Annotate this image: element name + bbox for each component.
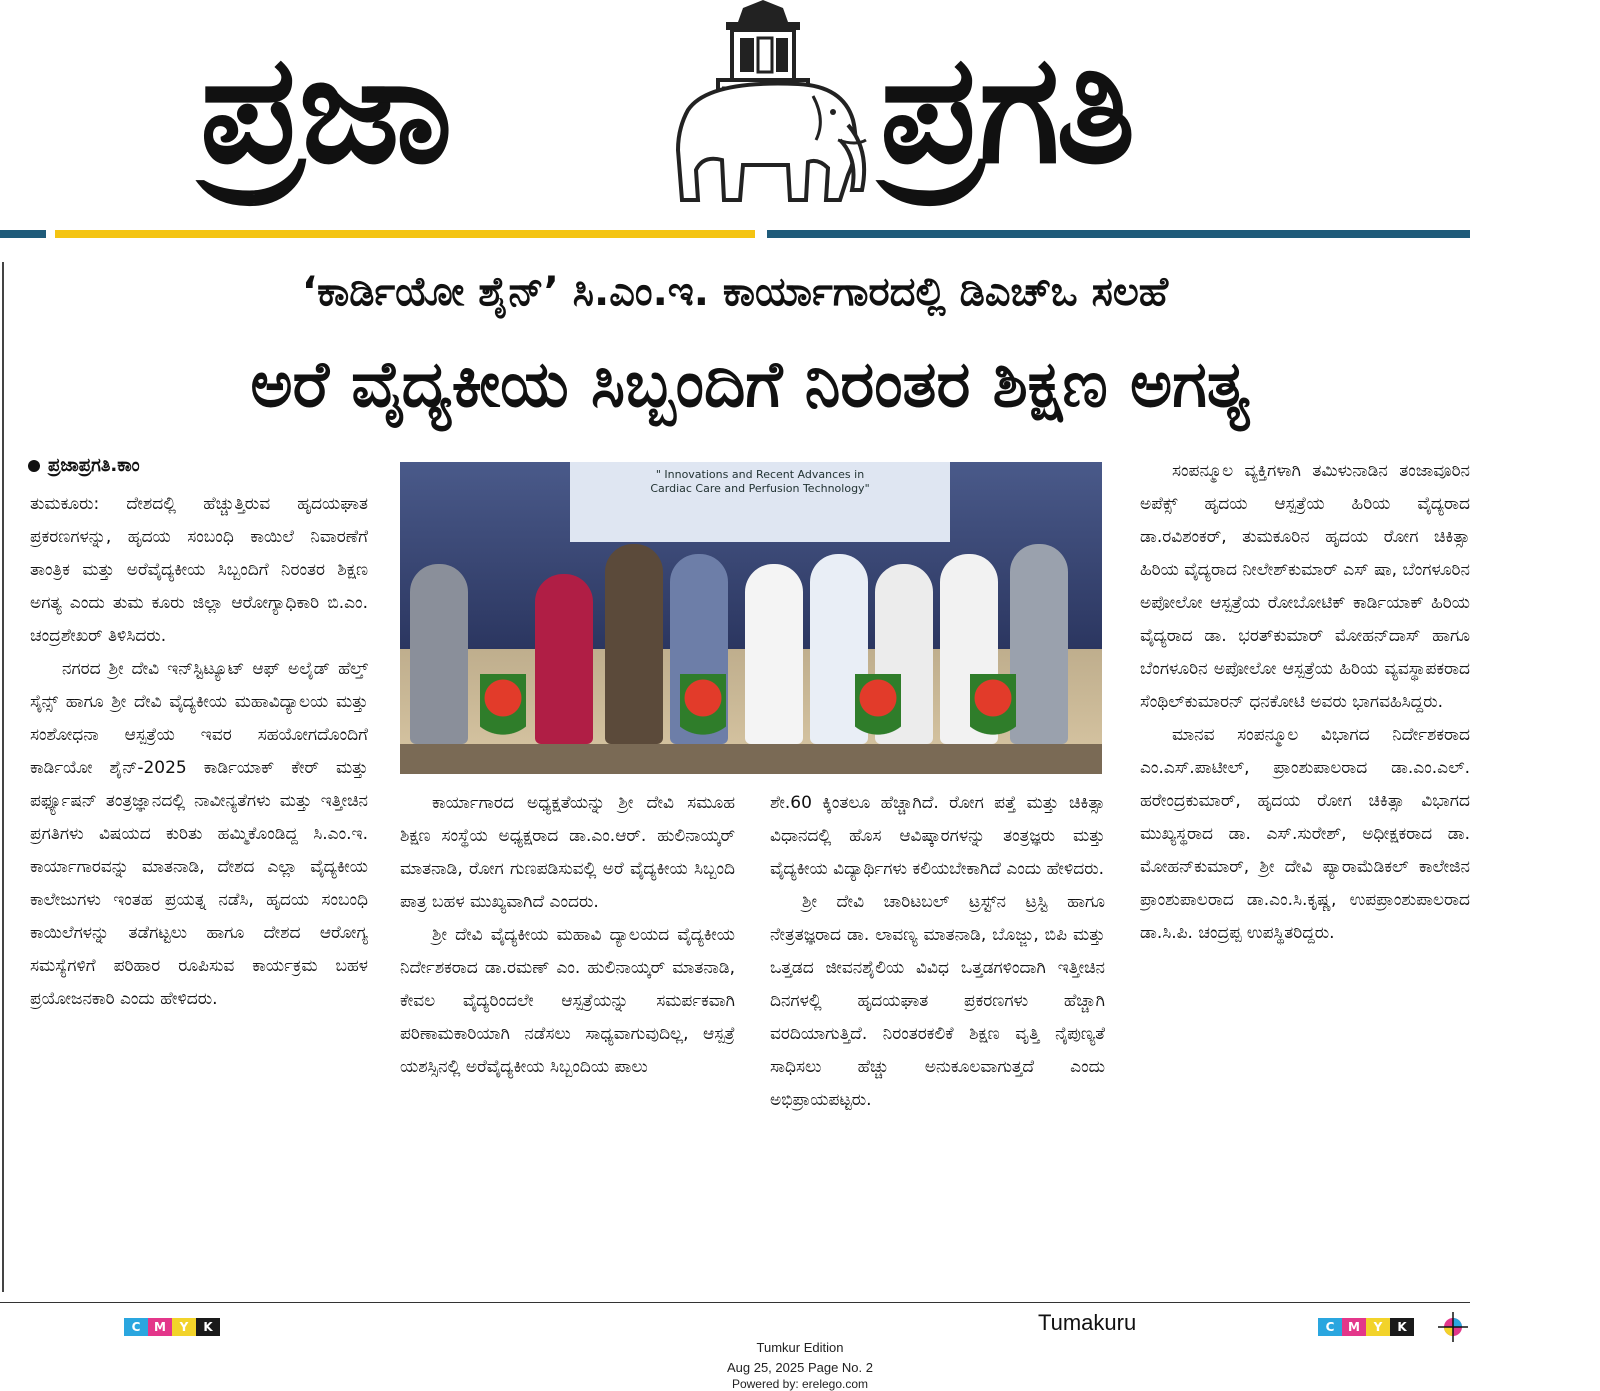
edition-date-page: Aug 25, 2025 Page No. 2 (726, 1360, 873, 1375)
cmyk-c: C (1318, 1318, 1342, 1336)
article-column-1 (30, 488, 368, 1278)
article-column-2 (400, 787, 735, 1277)
cmyk-k: K (1390, 1318, 1414, 1336)
paragraph: ನಗರದ ಶ್ರೀ ದೇವಿ ಇನ್‌ಸ್ಟಿಟ್ಯೂಟ್ ಆಫ್ ಅಲೈಡ್ ಹೆಲ್ತ್ ಸೈನ್ಸ್ ಹಾಗೂ ಶ್ರೀ ದೇವಿ ವೈದ್ಯಕೀಯ ಮಹಾವಿದ್ಯಾಲಯ ಮತ್ತು ಸಂಶೋಧನಾ ಆಸ್ಪತ್ರೆಯ ಇವರ ಸಹಯೋಗದೊಂದಿಗೆ ಕಾರ್ಡಿಯೋ ಶೈನ್-2025 ಕಾರ್ಡಿಯಾಕ್ ಕೇರ್ ಮತ್ತು ಪರ್ಫ್ಯೂಷನ್ ತಂತ್ರಜ್ಞಾನದಲ್ಲಿ ನಾವೀನ್ಯತೆಗಳು ಮತ್ತು ಇತ್ತೀಚಿನ ಪ್ರಗತಿಗಳು ವಿಷಯದ ಕುರಿತು ಹಮ್ಮಿಕೊಂಡಿದ್ದ ಸಿ.ಎಂ.ಇ. ಕಾರ್ಯಾಗಾರವನ್ನು ಮಾತನಾಡಿ, ದೇಶದ ಎಲ್ಲಾ ವೈದ್ಯಕೀಯ ಕಾಲೇಜುಗಳು ಇಂತಹ ಪ್ರಯತ್ನ ನಡೆಸಿ, ಹೃದಯ ಸಂಬಂಧಿ ಕಾಯಿಲೆಗಳನ್ನು ತಡೆಗಟ್ಟಲು ಹಾಗೂ ದೇಶದ ಆರೋಗ್ಯ ಸಮಸ್ಯೆಗಳಿಗೆ ಪರಿಹಾರ ರೂಪಿಸುವ ಕಾರ್ಯಕ್ರಮ ಬಹಳ ಪ್ರಯೋಜನಕಾರಿ ಎಂದು ಹೇಳಿದರು. (30, 659, 368, 1009)
event-photo (400, 462, 1102, 774)
registration-mark-icon (1438, 1312, 1468, 1342)
article-column-3 (770, 787, 1105, 1277)
paragraph: ಶ್ರೀ ದೇವಿ ವೈದ್ಯಕೀಯ ಮಹಾವಿ ದ್ಯಾಲಯದ ವೈದ್ಯಕೀಯ ನಿರ್ದೇಶಕರಾದ ಡಾ.ರಮಣ್ ಎಂ. ಹುಲಿನಾಯ್ಕರ್ ಮಾತನಾಡಿ, ಕೇವಲ ವೈದ್ಯರಿಂದಲೇ ಆಸ್ಪತ್ರೆಯನ್ನು ಸಮರ್ಪಕವಾಗಿ ಪರಿಣಾಮಕಾರಿಯಾಗಿ ನಡೆಸಲು ಸಾಧ್ಯವಾಗುವುದಿಲ್ಲ, ಆಸ್ಪತ್ರೆ ಯಶಸ್ಸಿನಲ್ಲಿ ಅರೆವೈದ್ಯಕೀಯ ಸಿಬ್ಬಂದಿಯ ಪಾಲು (400, 925, 735, 1077)
paragraph: ಕಾರ್ಯಾಗಾರದ ಅಧ್ಯಕ್ಷತೆಯನ್ನು ಶ್ರೀ ದೇವಿ ಸಮೂಹ ಶಿಕ್ಷಣ ಸಂಸ್ಥೆಯ ಅಧ್ಯಕ್ಷರಾದ ಡಾ.ಎಂ.ಆರ್. ಹುಲಿನಾಯ್ಕರ್ ಮಾತನಾಡಿ, ರೋಗ ಗುಣಪಡಿಸುವಲ್ಲಿ ಅರೆ ವೈದ್ಯಕೀಯ ಸಿಬ್ಬಂದಿ ಪಾತ್ರ ಬಹಳ ಮುಖ್ಯವಾಗಿದೆ ಎಂದರು. (400, 793, 735, 912)
photo-flowers (855, 674, 901, 754)
photo-person (1010, 544, 1068, 744)
cmyk-k: K (196, 1318, 220, 1336)
photo-person (410, 564, 468, 744)
column-border (2, 262, 4, 1292)
cmyk-bar-right (1318, 1318, 1414, 1336)
paragraph: ಶೇ.60 ಕ್ಕಿಂತಲೂ ಹೆಚ್ಚಾಗಿದೆ. ರೋಗ ಪತ್ತೆ ಮತ್ತು ಚಿಕಿತ್ಸಾ ವಿಧಾನದಲ್ಲಿ ಹೊಸ ಆವಿಷ್ಕಾರಗಳನ್ನು ತಂತ್ರಜ್ಞರು ಮತ್ತು ವೈದ್ಯಕೀಯ ವಿದ್ಯಾರ್ಥಿಗಳು ಕಲಿಯಬೇಕಾಗಿದೆ ಎಂದು ಹೇಳಿದರು. (770, 793, 1105, 879)
photo-banner-line-1: " Innovations and Recent Advances in (655, 468, 865, 481)
paragraph: ಸಂಪನ್ಮೂಲ ವ್ಯಕ್ತಿಗಳಾಗಿ ತಮಿಳುನಾಡಿನ ತಂಜಾವೂರಿನ ಅಪೆಕ್ಸ್ ಹೃದಯ ಆಸ್ಪತ್ರೆಯ ಹಿರಿಯ ವೈದ್ಯರಾದ ಡಾ.ರವಿಶಂಕರ್, ತುಮಕೂರಿನ ಹೃದಯ ರೋಗ ಚಿಕಿತ್ಸಾ ಹಿರಿಯ ವೈದ್ಯರಾದ ನೀಲೇಶ್‌ಕುಮಾರ್ ಎಸ್ ಷಾ, ಬೆಂಗಳೂರಿನ ಅಪೋಲೋ ಆಸ್ಪತ್ರೆಯ ರೋಬೋಟಿಕ್ ಕಾರ್ಡಿಯಾಕ್ ಹಿರಿಯ ವೈದ್ಯರಾದ ಡಾ. ಭರತ್‌ಕುಮಾರ್ ಮೋಹನ್‌ದಾಸ್ ಹಾಗೂ ಬೆಂಗಳೂರಿನ ಅಪೋಲೋ ಆಸ್ಪತ್ರೆಯ ಹಿರಿಯ ವ್ಯವಸ್ಥಾಪಕರಾದ ಸೆಂಥಿಲ್‌ಕುಮಾರನ್ ಧನಕೋಟಿ ಅವರು ಭಾಗವಹಿಸಿದ್ದರು. (1140, 461, 1470, 712)
article-kicker: ‘ಕಾರ್ಡಿಯೋ ಶೈನ್’ ಸಿ.ಎಂ.ಇ. ಕಾರ್ಯಾಗಾರದಲ್ಲಿ ಡಿಎಚ್ಒ ಸಲಹೆ (301, 269, 1169, 315)
photo-person (535, 574, 593, 744)
paragraph: ಶ್ರೀ ದೇವಿ ಚಾರಿಟಬಲ್ ಟ್ರಸ್ಟ್‌ನ ಟ್ರಸ್ಟಿ ಹಾಗೂ ನೇತ್ರತಜ್ಞರಾದ ಡಾ. ಲಾವಣ್ಯ ಮಾತನಾಡಿ, ಬೊಜ್ಜು, ಬಿಪಿ ಮತ್ತು ಒತ್ತಡದ ಜೀವನಶೈಲಿಯ ವಿವಿಧ ಒತ್ತಡಗಳಿಂದಾಗಿ ಇತ್ತೀಚಿನ ದಿನಗಳಲ್ಲಿ ಹೃದಯಘಾತ ಪ್ರಕರಣಗಳು ಹೆಚ್ಚಾಗಿ ವರದಿಯಾಗುತ್ತಿದೆ. ನಿರಂತರಕಲಿಕೆ ಶಿಕ್ಷಣ ವೃತ್ತಿ ನೈಪುಣ್ಯತೆ ಸಾಧಿಸಲು ಹೆಚ್ಚು ಅನುಕೂಲವಾಗುತ್ತದೆ ಎಂದು ಅಭಿಪ್ರಾಯಪಟ್ಟರು. (770, 892, 1105, 1110)
cmyk-c: C (124, 1318, 148, 1336)
byline (28, 455, 140, 476)
masthead-title-left: ಪ್ರಜಾ (200, 23, 449, 197)
cmyk-m: M (1342, 1318, 1366, 1336)
masthead-rule-right (767, 230, 1470, 238)
cmyk-y: Y (1366, 1318, 1390, 1336)
photo-banner (570, 462, 950, 542)
photo-person (605, 544, 663, 744)
bullet-icon (28, 460, 40, 472)
photo-flowers (970, 674, 1016, 754)
edition-city: Tumakuru (1038, 1310, 1137, 1335)
masthead (0, 0, 1600, 225)
photo-flowers (680, 674, 726, 754)
photo-banner-line-2: Cardiac Care and Perfusion Technology" (650, 482, 870, 495)
cmyk-m: M (148, 1318, 172, 1336)
byline-text: ಪ್ರಜಾಪ್ರಗತಿ.ಕಾಂ (48, 455, 140, 476)
footer-rule (0, 1302, 1470, 1303)
article-headline: ಅರೆ ವೈದ್ಯಕೀಯ ಸಿಬ್ಬಂದಿಗೆ ನಿರಂತರ ಶಿಕ್ಷಣ ಅಗತ್ಯ (250, 348, 1250, 422)
masthead-rule-yellow (55, 230, 755, 238)
edition-name: Tumkur Edition (756, 1340, 844, 1355)
powered-by: Powered by: erelego.com (731, 1377, 869, 1391)
cmyk-y: Y (172, 1318, 196, 1336)
paragraph: ತುಮಕೂರು: ದೇಶದಲ್ಲಿ ಹೆಚ್ಚುತ್ತಿರುವ ಹೃದಯಘಾತ ಪ್ರಕರಣಗಳನ್ನು, ಹೃದಯ ಸಂಬಂಧಿ ಕಾಯಿಲೆ ನಿವಾರಣೆಗೆ ತಾಂತ್ರಿಕ ಮತ್ತು ಅರೆವೈದ್ಯಕೀಯ ಸಿಬ್ಬಂದಿಗೆ ನಿರಂತರ ಶಿಕ್ಷಣ ಅಗತ್ಯ ಎಂದು ತುಮ ಕೂರು ಜಿಲ್ಲಾ ಆರೋಗ್ಯಾಧಿಕಾರಿ ಬಿ.ಎಂ. ಚಂದ್ರಶೇಖರ್ ತಿಳಿಸಿದರು. (30, 494, 368, 646)
paragraph: ಮಾನವ ಸಂಪನ್ಮೂಲ ವಿಭಾಗದ ನಿರ್ದೇಶಕರಾದ ಎಂ.ಎಸ್.ಪಾಟೀಲ್, ಪ್ರಾಂಶುಪಾಲರಾದ ಡಾ.ಎಂ.ಎಲ್. ಹರೇಂದ್ರಕುಮಾರ್, ಹೃದಯ ರೋಗ ಚಿಕಿತ್ಸಾ ವಿಭಾಗದ ಮುಖ್ಯಸ್ಥರಾದ ಡಾ. ಎಸ್.ಸುರೇಶ್, ಅಧೀಕ್ಷಕರಾದ ಡಾ. ಮೋಹನ್‌ಕುಮಾರ್, ಶ್ರೀ ದೇವಿ ಪ್ಯಾರಾಮೆಡಿಕಲ್ ಕಾಲೇಜಿನ ಪ್ರಾಂಶುಪಾಲರಾದ ಡಾ.ಎಂ.ಸಿ.ಕೃಷ್ಣ, ಉಪಪ್ರಾಂಶುಪಾಲರಾದ ಡಾ.ಸಿ.ಪಿ. ಚಂದ್ರಪ್ಪ ಉಪಸ್ಥಿತರಿದ್ದರು. (1140, 725, 1470, 943)
photo-flowers (480, 674, 526, 754)
elephant-logo-icon (648, 0, 878, 205)
masthead-rule-left (0, 230, 46, 238)
photo-person (745, 564, 803, 744)
masthead-title-right: ಪ್ರಗತಿ (880, 23, 1132, 197)
article-column-4 (1140, 455, 1470, 1275)
cmyk-bar-left (124, 1318, 220, 1336)
